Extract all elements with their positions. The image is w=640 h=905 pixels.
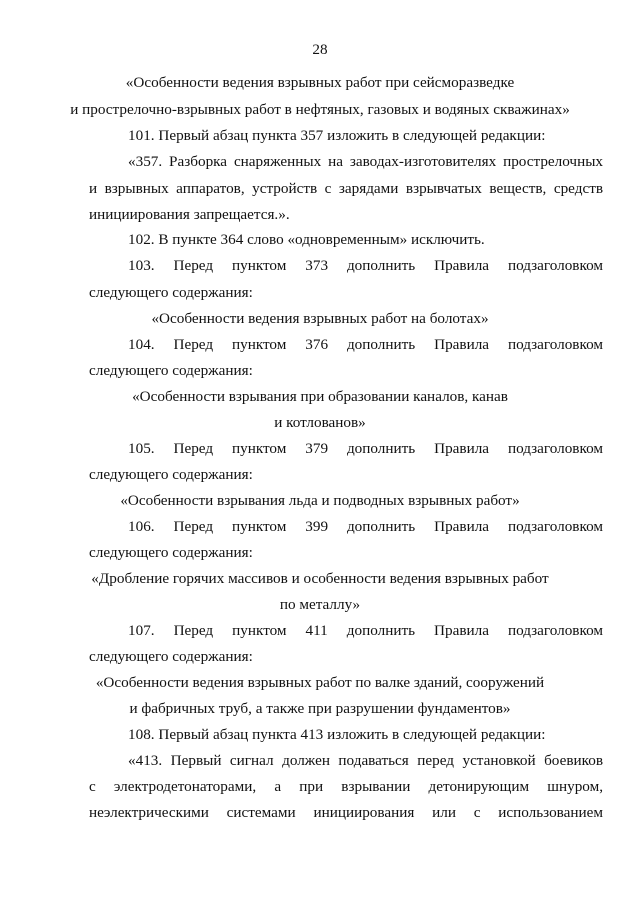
subheading-swamps: «Особенности ведения взрывных работ на болотах»: [151, 310, 489, 327]
paragraph-item-101: 101. Первый абзац пункта 357 изложить в следующей редакции:: [128, 127, 546, 144]
paragraph-item-105-line-2: следующего содержания:: [89, 466, 253, 483]
paragraph-item-102: 102. В пункте 364 слово «одновременным» исключить.: [128, 231, 485, 248]
paragraph-item-104-line-2: следующего содержания:: [89, 362, 253, 379]
quote-413-line-2: с электродетонаторами, а при взрывании детонирующим шнуром,: [89, 778, 603, 795]
subheading-canals-line-1: «Особенности взрывания при образовании каналов, канав: [132, 388, 508, 405]
quote-357-line-2: и взрывных аппаратов, устройств с зарядами взрывчатых веществ, средств: [89, 180, 603, 197]
paragraph-item-103-line-1: 103. Перед пунктом 373 дополнить Правила подзаголовком: [128, 257, 603, 274]
subheading-demolition-line-1: «Особенности ведения взрывных работ по валке зданий, сооружений: [95, 674, 545, 691]
paragraph-item-103-line-2: следующего содержания:: [89, 284, 253, 301]
subheading-seismic-line-1: «Особенности ведения взрывных работ при сейсморазведке: [125, 74, 515, 91]
page-number: 28: [312, 41, 328, 58]
paragraph-item-105-line-1: 105. Перед пунктом 379 дополнить Правила подзаголовком: [128, 440, 603, 457]
subheading-hot-masses-line-2: по металлу»: [279, 596, 361, 613]
subheading-ice: «Особенности взрывания льда и подводных взрывных работ»: [120, 492, 520, 509]
quote-413-line-3: неэлектрическими системами инициирования или с использованием: [89, 804, 603, 821]
paragraph-item-106-line-1: 106. Перед пунктом 399 дополнить Правила подзаголовком: [128, 518, 603, 535]
paragraph-item-108: 108. Первый абзац пункта 413 изложить в следующей редакции:: [128, 726, 546, 743]
quote-413-line-1: «413. Первый сигнал должен подаваться перед установкой боевиков: [128, 752, 603, 769]
paragraph-item-104-line-1: 104. Перед пунктом 376 дополнить Правила подзаголовком: [128, 336, 603, 353]
paragraph-item-107-line-2: следующего содержания:: [89, 648, 253, 665]
subheading-canals-line-2: и котлованов»: [274, 414, 366, 431]
paragraph-item-107-line-1: 107. Перед пунктом 411 дополнить Правила подзаголовком: [128, 622, 603, 639]
paragraph-item-106-line-2: следующего содержания:: [89, 544, 253, 561]
subheading-demolition-line-2: и фабричных труб, а также при разрушении фундаментов»: [129, 700, 511, 717]
quote-357-line-3: инициирования запрещается.».: [89, 206, 290, 223]
quote-357-line-1: «357. Разборка снаряженных на заводах-изготовителях прострелочных: [128, 153, 603, 170]
subheading-seismic-line-2: и прострелочно-взрывных работ в нефтяных, газовых и водяных скважинах»: [70, 101, 570, 118]
subheading-hot-masses-line-1: «Дробление горячих массивов и особенности ведения взрывных работ: [91, 570, 549, 587]
